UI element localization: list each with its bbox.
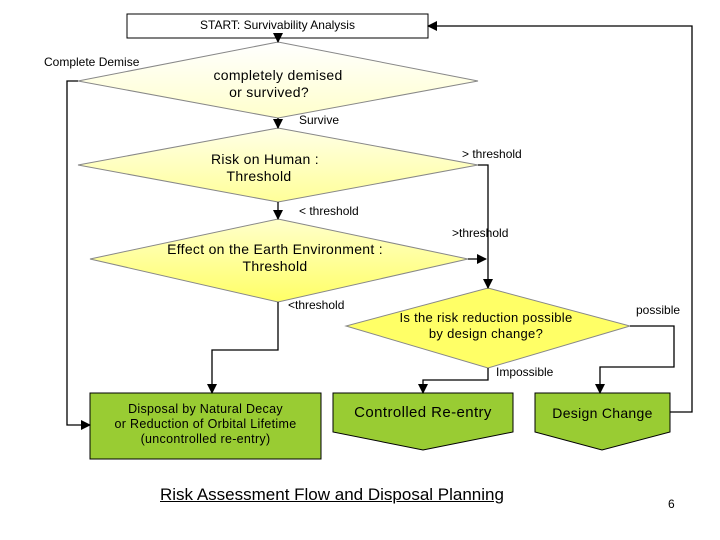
natural-decay-line-2: or Reduction of Orbital Lifetime [114, 417, 297, 431]
page-number: 6 [668, 497, 675, 511]
connector-impossible [423, 368, 488, 393]
survive-label: Survive [299, 113, 340, 127]
page-title: Risk Assessment Flow and Disposal Planning [160, 485, 504, 504]
human-below-label: < threshold [299, 204, 359, 218]
risk-reduction-line-1: Is the risk reduction possible [399, 310, 573, 325]
natural-decay-label [90, 402, 321, 447]
complete-demise-label: Complete Demise [44, 55, 140, 69]
human-risk-line-1: Risk on Human : [211, 151, 319, 167]
connector-complete-demise [67, 81, 90, 425]
possible-label: possible [636, 303, 681, 317]
earth-effect-line-2: Threshold [242, 257, 308, 274]
human-risk-line-2: Threshold [226, 167, 292, 184]
demise-decision-label [178, 67, 378, 101]
start-label: START: Survivability Analysis [200, 18, 355, 32]
earth-effect-line-1: Effect on the Earth Environment : [167, 241, 383, 257]
human-risk-label [190, 151, 340, 185]
natural-decay-line-1: Disposal by Natural Decay [128, 402, 283, 416]
impossible-label: Impossible [496, 365, 554, 379]
natural-decay-line-3: (uncontrolled re-entry) [140, 432, 271, 446]
demise-decision-line-2: or survived? [229, 83, 309, 100]
earth-effect-label [140, 241, 410, 275]
connector-earth-below [212, 302, 278, 393]
risk-reduction-line-2: by design change? [428, 325, 544, 341]
risk-reduction-label [376, 310, 596, 341]
controlled-reentry-label: Controlled Re-entry [354, 404, 492, 421]
earth-below-label: <threshold [288, 298, 345, 312]
human-above-label: > threshold [462, 147, 522, 161]
design-change-label: Design Change [552, 405, 653, 421]
earth-above-label: >threshold [452, 226, 509, 240]
connector-possible [600, 326, 674, 393]
demise-decision-line-1: completely demised [213, 67, 343, 83]
